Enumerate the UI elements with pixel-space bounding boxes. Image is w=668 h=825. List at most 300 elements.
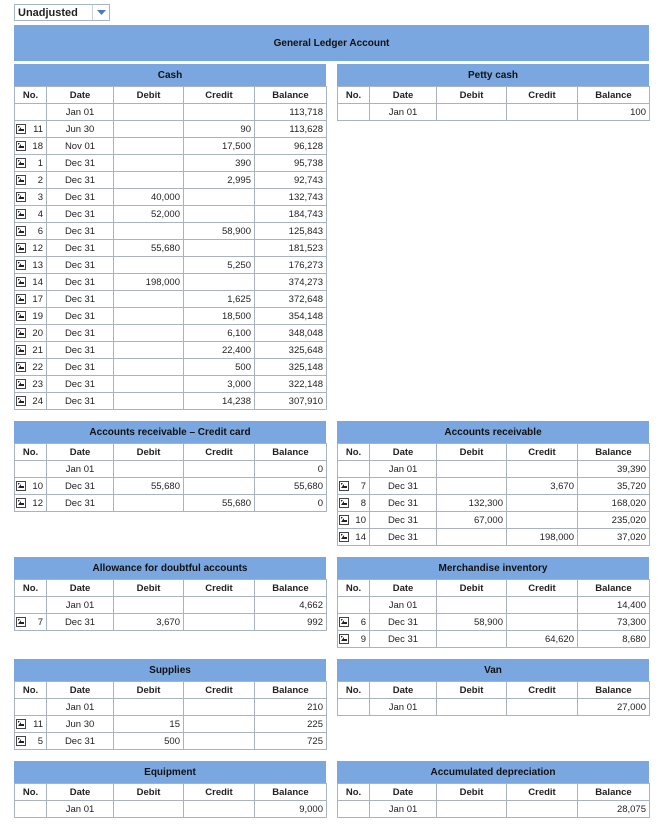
- table-row: [338, 104, 650, 121]
- account-equipment: [14, 761, 326, 818]
- cell-no-value: 20: [32, 327, 43, 339]
- column-header-balance: Balance: [578, 87, 650, 104]
- cell-no: [338, 801, 370, 818]
- journal-link-icon[interactable]: [16, 226, 26, 236]
- cell-balance: [255, 223, 327, 240]
- cell-credit: [184, 257, 255, 274]
- table-row: [15, 138, 327, 155]
- journal-link-icon[interactable]: [16, 243, 26, 253]
- account-title-text: Allowance for doubtful accounts: [92, 562, 248, 574]
- cell-no: [15, 801, 47, 818]
- cell-debit: [114, 478, 184, 495]
- cell-balance: [255, 172, 327, 189]
- cell-date: [47, 274, 114, 291]
- cell-no: [15, 121, 47, 138]
- cell-date: [47, 206, 114, 223]
- table-row: [338, 699, 650, 716]
- cell-balance: [255, 359, 327, 376]
- cell-credit-value: 1,625: [227, 293, 251, 305]
- column-header-credit: Credit: [507, 682, 578, 699]
- cell-credit-value: 64,620: [544, 633, 574, 645]
- cell-no-value: 17: [32, 293, 43, 305]
- column-header-date: Date: [47, 444, 114, 461]
- cell-balance: [255, 597, 327, 614]
- table-row: [15, 478, 327, 495]
- column-header-debit: Debit: [114, 784, 184, 801]
- cell-debit: [437, 104, 507, 121]
- column-header-balance: Balance: [578, 580, 650, 597]
- cell-date-value: Jan 01: [65, 803, 95, 815]
- journal-link-icon[interactable]: [16, 294, 26, 304]
- column-header-no: No.: [15, 87, 47, 104]
- cell-credit: [184, 342, 255, 359]
- cell-date: [370, 104, 437, 121]
- cell-credit: [184, 699, 255, 716]
- cell-debit: [437, 478, 507, 495]
- column-header-balance: Balance: [578, 444, 650, 461]
- cell-balance-value: 35,720: [616, 480, 646, 492]
- column-header-credit: Credit: [507, 784, 578, 801]
- cell-balance-value: 225: [307, 718, 323, 730]
- cell-debit: [114, 376, 184, 393]
- journal-link-icon[interactable]: [16, 736, 26, 746]
- cell-debit: [437, 461, 507, 478]
- journal-link-icon[interactable]: [16, 719, 26, 729]
- cell-no: [338, 699, 370, 716]
- cell-debit-value: 58,900: [473, 616, 503, 628]
- column-header-date: Date: [370, 784, 437, 801]
- cell-credit: [184, 393, 255, 410]
- cell-date: [47, 189, 114, 206]
- cell-balance-value: 125,843: [288, 225, 323, 237]
- cell-date-value: Dec 31: [387, 633, 419, 645]
- journal-link-icon[interactable]: [16, 124, 26, 134]
- cell-date-value: Jan 01: [388, 599, 418, 611]
- cell-date-value: Jan 01: [65, 701, 95, 713]
- cell-debit: [114, 104, 184, 121]
- cell-debit: [114, 223, 184, 240]
- cell-balance: [578, 631, 650, 648]
- cell-debit: [114, 461, 184, 478]
- cell-no: [15, 189, 47, 206]
- column-header-date: Date: [47, 580, 114, 597]
- account-van: [337, 659, 649, 716]
- cell-debit: [114, 257, 184, 274]
- cell-credit: [507, 597, 578, 614]
- journal-link-icon[interactable]: [339, 532, 349, 542]
- column-header-no: No.: [15, 784, 47, 801]
- column-header-balance: Balance: [255, 580, 327, 597]
- column-header-debit: Debit: [437, 784, 507, 801]
- table-row: [15, 189, 327, 206]
- table-row: [338, 461, 650, 478]
- cell-balance-value: 113,628: [289, 123, 323, 135]
- cell-date-value: Dec 31: [387, 514, 419, 526]
- cell-no: [15, 699, 47, 716]
- ledger-status-select[interactable]: [14, 4, 110, 21]
- cell-credit: [184, 240, 255, 257]
- column-header-date: Date: [370, 580, 437, 597]
- cell-debit-value: 3,670: [156, 616, 180, 628]
- cell-date-value: Jun 30: [65, 718, 95, 730]
- journal-link-icon[interactable]: [16, 362, 26, 372]
- table-row: [15, 240, 327, 257]
- journal-link-icon[interactable]: [339, 617, 349, 627]
- cell-balance-value: 176,273: [288, 259, 323, 271]
- table-row: [15, 699, 327, 716]
- table-row: [15, 359, 327, 376]
- cell-credit-value: 58,900: [221, 225, 251, 237]
- cell-debit: [437, 512, 507, 529]
- cell-date: [47, 223, 114, 240]
- cell-credit-value: 14,238: [221, 395, 251, 407]
- cell-credit: [507, 512, 578, 529]
- cell-debit: [437, 597, 507, 614]
- cell-date: [47, 733, 114, 750]
- account-title: [14, 557, 326, 579]
- account-accumulated-depreciation: [337, 761, 649, 818]
- cell-credit: [184, 597, 255, 614]
- account-title: [337, 659, 649, 681]
- cell-credit: [184, 614, 255, 631]
- journal-link-icon[interactable]: [16, 209, 26, 219]
- cell-balance-value: 100: [630, 106, 646, 118]
- cell-balance-value: 0: [317, 463, 323, 475]
- cell-date-value: Dec 31: [64, 208, 96, 220]
- ledger-header-row: [338, 580, 650, 597]
- cell-no-value: 7: [360, 480, 366, 492]
- cell-no-value: 12: [32, 497, 43, 509]
- cell-date-value: Jan 01: [65, 463, 95, 475]
- cell-debit: [114, 291, 184, 308]
- ledger-table: [14, 86, 327, 410]
- cell-balance: [255, 240, 327, 257]
- cell-date-value: Nov 01: [64, 140, 96, 152]
- cell-balance: [255, 733, 327, 750]
- table-row: [15, 495, 327, 512]
- cell-debit-value: 55,680: [150, 242, 180, 254]
- cell-date: [47, 393, 114, 410]
- cell-balance: [255, 308, 327, 325]
- cell-date-value: Jan 01: [388, 106, 418, 118]
- table-row: [338, 801, 650, 818]
- cell-balance: [578, 801, 650, 818]
- cell-balance: [255, 801, 327, 818]
- cell-no: [15, 461, 47, 478]
- table-row: [15, 155, 327, 172]
- cell-balance-value: 210: [307, 701, 323, 713]
- cell-balance-value: 181,523: [288, 242, 323, 254]
- column-header-credit: Credit: [184, 444, 255, 461]
- cell-debit: [114, 274, 184, 291]
- journal-link-icon[interactable]: [16, 260, 26, 270]
- column-header-date: Date: [370, 444, 437, 461]
- cell-balance-value: 372,648: [288, 293, 323, 305]
- cell-no-value: 4: [37, 208, 43, 220]
- column-header-no: No.: [338, 682, 370, 699]
- journal-link-icon[interactable]: [16, 328, 26, 338]
- cell-no: [15, 138, 47, 155]
- cell-date: [47, 138, 114, 155]
- cell-credit-value: 6,100: [227, 327, 251, 339]
- cell-balance: [255, 478, 327, 495]
- cell-debit-value: 67,000: [473, 514, 503, 526]
- page-title-text: General Ledger Account: [273, 37, 390, 49]
- ledger-header-row: [338, 682, 650, 699]
- cell-credit: [507, 478, 578, 495]
- account-title: [14, 761, 326, 783]
- journal-link-icon[interactable]: [16, 141, 26, 151]
- cell-balance-value: 184,743: [288, 208, 323, 220]
- cell-no: [338, 104, 370, 121]
- cell-no: [338, 631, 370, 648]
- journal-link-icon[interactable]: [339, 634, 349, 644]
- cell-balance: [255, 257, 327, 274]
- cell-no: [15, 172, 47, 189]
- cell-credit: [507, 529, 578, 546]
- cell-balance: [255, 189, 327, 206]
- cell-date-value: Dec 31: [387, 531, 419, 543]
- journal-link-icon[interactable]: [16, 481, 26, 491]
- journal-link-icon[interactable]: [16, 277, 26, 287]
- ledger-table: [14, 579, 327, 631]
- cell-balance-value: 348,048: [288, 327, 323, 339]
- journal-link-icon[interactable]: [339, 498, 349, 508]
- ledger-header-row: [338, 444, 650, 461]
- cell-debit: [437, 495, 507, 512]
- column-header-credit: Credit: [507, 580, 578, 597]
- cell-balance-value: 55,680: [293, 480, 323, 492]
- cell-credit: [184, 308, 255, 325]
- cell-debit: [114, 733, 184, 750]
- column-header-credit: Credit: [507, 444, 578, 461]
- cell-no-value: 2: [37, 174, 43, 186]
- cell-balance: [255, 699, 327, 716]
- cell-credit: [184, 121, 255, 138]
- cell-debit: [114, 172, 184, 189]
- cell-credit: [184, 461, 255, 478]
- cell-balance: [255, 342, 327, 359]
- column-header-date: Date: [370, 87, 437, 104]
- cell-balance: [255, 138, 327, 155]
- cell-no: [15, 495, 47, 512]
- cell-balance-value: 96,128: [293, 140, 323, 152]
- cell-no: [15, 376, 47, 393]
- table-row: [15, 291, 327, 308]
- column-header-credit: Credit: [184, 87, 255, 104]
- cell-date: [47, 308, 114, 325]
- account-title-text: Supplies: [149, 664, 191, 676]
- cell-debit: [114, 716, 184, 733]
- account-title-text: Accounts receivable: [444, 426, 542, 438]
- account-title-text: Van: [484, 664, 502, 676]
- cell-no: [15, 716, 47, 733]
- journal-link-icon[interactable]: [16, 311, 26, 321]
- cell-balance-value: 4,662: [299, 599, 323, 611]
- cell-date: [370, 529, 437, 546]
- cell-balance-value: 28,075: [616, 803, 646, 815]
- cell-balance-value: 92,743: [293, 174, 323, 186]
- cell-no-value: 11: [33, 123, 43, 135]
- cell-no: [15, 240, 47, 257]
- journal-link-icon[interactable]: [339, 481, 349, 491]
- cell-debit: [114, 206, 184, 223]
- cell-date: [47, 597, 114, 614]
- column-header-debit: Debit: [437, 87, 507, 104]
- cell-balance: [255, 376, 327, 393]
- cell-date: [47, 325, 114, 342]
- cell-balance-value: 8,680: [622, 633, 646, 645]
- cell-date-value: Dec 31: [64, 174, 96, 186]
- ledger-table: [337, 681, 650, 716]
- cell-no-value: 12: [32, 242, 43, 254]
- journal-link-icon[interactable]: [339, 515, 349, 525]
- cell-date-value: Dec 31: [64, 293, 96, 305]
- cell-date: [47, 716, 114, 733]
- cell-no-value: 18: [32, 140, 43, 152]
- table-row: [15, 274, 327, 291]
- cell-credit: [507, 104, 578, 121]
- chevron-down-icon[interactable]: [92, 5, 109, 20]
- table-row: [338, 631, 650, 648]
- cell-balance-value: 992: [307, 616, 323, 628]
- cell-balance: [255, 495, 327, 512]
- cell-balance-value: 235,020: [611, 514, 646, 526]
- journal-link-icon[interactable]: [16, 175, 26, 185]
- cell-date-value: Dec 31: [64, 395, 96, 407]
- cell-debit: [114, 240, 184, 257]
- cell-balance-value: 39,390: [616, 463, 646, 475]
- cell-credit: [184, 206, 255, 223]
- cell-date-value: Dec 31: [64, 378, 96, 390]
- cell-debit-value: 15: [169, 718, 180, 730]
- cell-no: [15, 206, 47, 223]
- cell-credit-value: 90: [240, 123, 251, 135]
- column-header-no: No.: [338, 580, 370, 597]
- cell-date-value: Dec 31: [64, 157, 96, 169]
- cell-debit: [114, 495, 184, 512]
- cell-date: [370, 631, 437, 648]
- cell-no-value: 22: [32, 361, 43, 373]
- column-header-balance: Balance: [255, 444, 327, 461]
- column-header-debit: Debit: [437, 444, 507, 461]
- cell-balance-value: 132,743: [288, 191, 323, 203]
- cell-credit: [184, 733, 255, 750]
- cell-no: [338, 512, 370, 529]
- cell-date-value: Dec 31: [64, 361, 96, 373]
- journal-link-icon[interactable]: [16, 617, 26, 627]
- column-header-no: No.: [338, 87, 370, 104]
- cell-debit-value: 132,300: [468, 497, 503, 509]
- cell-date: [370, 801, 437, 818]
- account-title: [14, 64, 326, 86]
- column-header-no: No.: [15, 580, 47, 597]
- cell-date-value: Dec 31: [64, 616, 96, 628]
- cell-credit: [184, 189, 255, 206]
- cell-date-value: Dec 31: [64, 344, 96, 356]
- column-header-debit: Debit: [114, 580, 184, 597]
- cell-date: [47, 495, 114, 512]
- account-title: [337, 421, 649, 443]
- table-row: [15, 376, 327, 393]
- cell-date-value: Dec 31: [64, 242, 96, 254]
- cell-credit: [184, 104, 255, 121]
- cell-date: [47, 359, 114, 376]
- cell-date: [47, 104, 114, 121]
- journal-link-icon[interactable]: [16, 379, 26, 389]
- cell-date-value: Dec 31: [64, 276, 96, 288]
- cell-balance-value: 9,000: [299, 803, 323, 815]
- cell-no-value: 8: [360, 497, 366, 509]
- cell-credit: [184, 138, 255, 155]
- cell-date: [47, 257, 114, 274]
- journal-link-icon[interactable]: [16, 396, 26, 406]
- cell-date-value: Dec 31: [64, 191, 96, 203]
- cell-balance: [255, 206, 327, 223]
- cell-credit: [507, 614, 578, 631]
- cell-balance: [578, 478, 650, 495]
- cell-no-value: 21: [32, 344, 43, 356]
- cell-no: [15, 155, 47, 172]
- cell-date: [47, 376, 114, 393]
- cell-debit: [114, 155, 184, 172]
- cell-balance-value: 354,148: [288, 310, 323, 322]
- cell-balance: [255, 325, 327, 342]
- table-row: [15, 801, 327, 818]
- cell-no: [15, 359, 47, 376]
- cell-no: [15, 597, 47, 614]
- journal-link-icon[interactable]: [16, 498, 26, 508]
- cell-credit: [184, 172, 255, 189]
- cell-date: [47, 699, 114, 716]
- table-row: [338, 495, 650, 512]
- ledger-table: [337, 86, 650, 121]
- column-header-date: Date: [47, 784, 114, 801]
- journal-link-icon[interactable]: [16, 158, 26, 168]
- cell-credit: [184, 478, 255, 495]
- cell-no-value: 24: [32, 395, 43, 407]
- cell-date-value: Dec 31: [64, 225, 96, 237]
- cell-no-value: 3: [37, 191, 43, 203]
- table-row: [15, 733, 327, 750]
- cell-no: [338, 461, 370, 478]
- cell-credit-value: 2,995: [227, 174, 251, 186]
- cell-no: [15, 223, 47, 240]
- cell-no: [15, 614, 47, 631]
- journal-link-icon[interactable]: [16, 345, 26, 355]
- table-row: [15, 461, 327, 478]
- cell-date-value: Jan 01: [388, 463, 418, 475]
- cell-date-value: Dec 31: [64, 327, 96, 339]
- cell-balance: [255, 104, 327, 121]
- cell-no-value: 10: [355, 514, 366, 526]
- table-row: [15, 597, 327, 614]
- ledger-header-row: [15, 444, 327, 461]
- cell-debit-value: 40,000: [150, 191, 180, 203]
- cell-date: [47, 801, 114, 818]
- journal-link-icon[interactable]: [16, 192, 26, 202]
- cell-balance-value: 73,300: [616, 616, 646, 628]
- cell-date-value: Dec 31: [64, 735, 96, 747]
- cell-debit-value: 198,000: [145, 276, 180, 288]
- cell-credit: [507, 495, 578, 512]
- cell-no-value: 5: [37, 735, 43, 747]
- cell-date: [370, 597, 437, 614]
- cell-date: [370, 495, 437, 512]
- account-supplies: [14, 659, 326, 750]
- table-row: [15, 206, 327, 223]
- cell-debit-value: 52,000: [150, 208, 180, 220]
